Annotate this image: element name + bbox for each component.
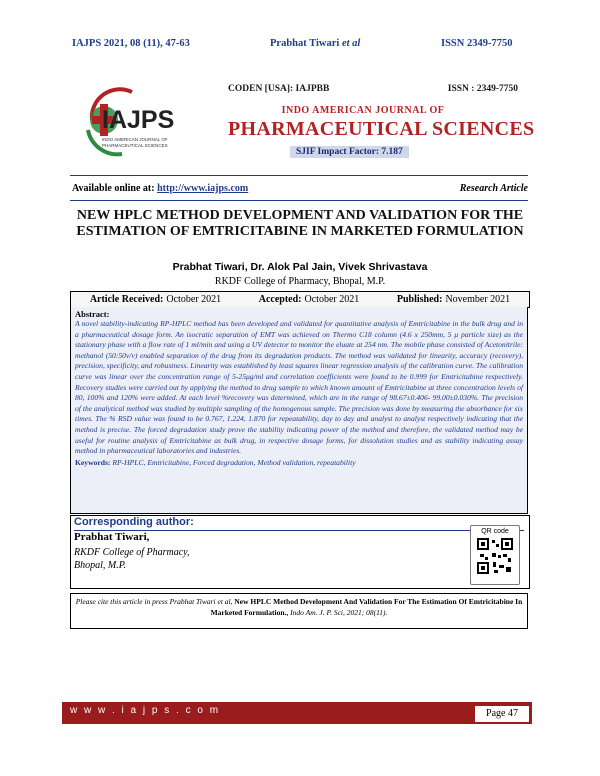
article-dates <box>70 291 530 308</box>
availability-label: Available online at: <box>72 183 158 194</box>
header-divider <box>70 175 528 176</box>
published-value: November 2021 <box>445 294 511 305</box>
corresponding-heading: Corresponding author: <box>74 516 194 528</box>
citation-title: New HPLC Method Development And Validation For The Estimation Of Emtricitabine In Marketed Formulation., <box>210 597 523 617</box>
date-accepted <box>259 294 359 305</box>
abstract-box <box>70 307 528 514</box>
header-issn: ISSN 2349-7750 <box>441 38 513 49</box>
citation-prefix: Please cite this article in press Prabhat Tiwari et al, <box>75 597 235 606</box>
received-label: Article Received: <box>89 294 164 305</box>
article-authors: Prabhat Tiwari, Dr. Alok Pal Jain, Vivek Shrivastava <box>172 261 428 273</box>
abstract-text: A novel stability-indicating RP-HPLC method has been developed and validated for quantitative analysis of Emtricitabine in the bulk drug and in a pharmaceutical dosage form. An isocratic separation of EMT was achieved on Thermo C18 column (4.6 x 250mm, 5 μ particle size) as the stationary phase with a flow rate of 1 ml/min and using a UV detector to monitor the eluate at 254 nm. The mobile phase consisted of Acetonitrile: methanol (50:50v/v) enabled separation of the drug from its degradation products. The method was validated for linearity, accuracy (recovery), precision, specificity, and robustness. Linearity was established by least squares linear regression analysis of the calibration curve. The calibration curve was linear over the concentration range of 5-25μg/ml and correlation coefficients were found to be 0.999 for Emtricitabine respectively. Recovery studies were carried out by applying the method to drug sample to which known amount of Emtricitabine at three concentration levels of 80, 100% and 120% were added. At each level %recovery was determined, which are in the range of 98.67±0.406- 99.00±0.030%. The precision of the analytical method was studied by multiple sampling of the homogenous sample. The precision was done by measuring the absorbance for six times. The % RSD value was found to be 0.767, 1.224, 1.870 for repeatability, day to day and analyst to analyst respectively indicating that the method is precise. The forced degradation study prove the stability indicating power of the method and therefore, the validated method may be useful for routine analysis of Emtricitabine as bulk drug, in respective dosage forms, for dissolution studies and as stability indicating assay method in pharmaceutical laboratories and industries. <box>75 319 523 456</box>
qr-code-icon <box>477 538 513 574</box>
corresponding-line1: RKDF College of Pharmacy, <box>74 547 190 558</box>
keywords-list: RP-HPLC, Emtricitabine, Forced degradation, Method validation, repeatability <box>110 457 356 467</box>
article-title: NEW HPLC METHOD DEVELOPMENT AND VALIDATION FOR THE ESTIMATION OF EMTRICITABINE IN MARKETED FORMULATION <box>76 208 524 239</box>
article-affiliation: RKDF College of Pharmacy, Bhopal, M.P. <box>214 276 386 287</box>
masthead-issn: ISSN : 2349-7750 <box>447 84 518 94</box>
header-author <box>270 38 360 49</box>
qr-code-box <box>470 525 520 585</box>
masthead <box>228 84 568 159</box>
header-author-name: Prabhat Tiwari <box>270 38 340 49</box>
corresponding-affiliation <box>74 546 190 572</box>
abstract-heading: Abstract: <box>75 309 110 319</box>
date-received <box>90 294 221 305</box>
citation-suffix: Indo Am. J. P. Sci, 2021; 08(11). <box>288 608 388 617</box>
journal-title: PHARMACEUTICAL SCIENCES <box>228 118 535 140</box>
citation-box <box>70 593 528 629</box>
logo-subtext: INDO AMERICAN JOURNAL OF PHARMACEUTICAL SCIENCES <box>102 137 168 148</box>
corresponding-line2: Bhopal, M.P. <box>74 560 127 571</box>
accepted-label: Accepted: <box>258 294 302 305</box>
published-label: Published: <box>396 294 443 305</box>
keywords-label: Keywords: <box>75 457 111 467</box>
coden: CODEN [USA]: IAJPBB <box>228 84 330 94</box>
footer-url[interactable]: w w w . i a j p s . c o m <box>70 705 221 716</box>
article-type: Research Article <box>459 183 528 194</box>
received-value: October 2021 <box>166 294 222 305</box>
keywords <box>75 458 523 467</box>
journal-subtitle: INDO AMERICAN JOURNAL OF <box>281 105 445 116</box>
corresponding-name: Prabhat Tiwari, <box>74 531 150 543</box>
accepted-value: October 2021 <box>304 294 360 305</box>
header-journal-ref: IAJPS 2021, 08 (11), 47-63 <box>72 38 190 49</box>
qr-label: QR code <box>481 528 509 535</box>
header-et-al: et al <box>341 38 361 49</box>
journal-link[interactable]: http://www.iajps.com <box>157 183 249 194</box>
date-published <box>397 294 510 305</box>
title-divider <box>70 200 528 201</box>
availability <box>72 183 248 194</box>
page-number: Page 47 <box>474 705 530 723</box>
logo-text: IAJPS <box>102 106 175 134</box>
journal-logo <box>62 82 212 162</box>
impact-factor: SJIF Impact Factor: 7.187 <box>290 146 409 158</box>
coden-row <box>228 84 518 94</box>
